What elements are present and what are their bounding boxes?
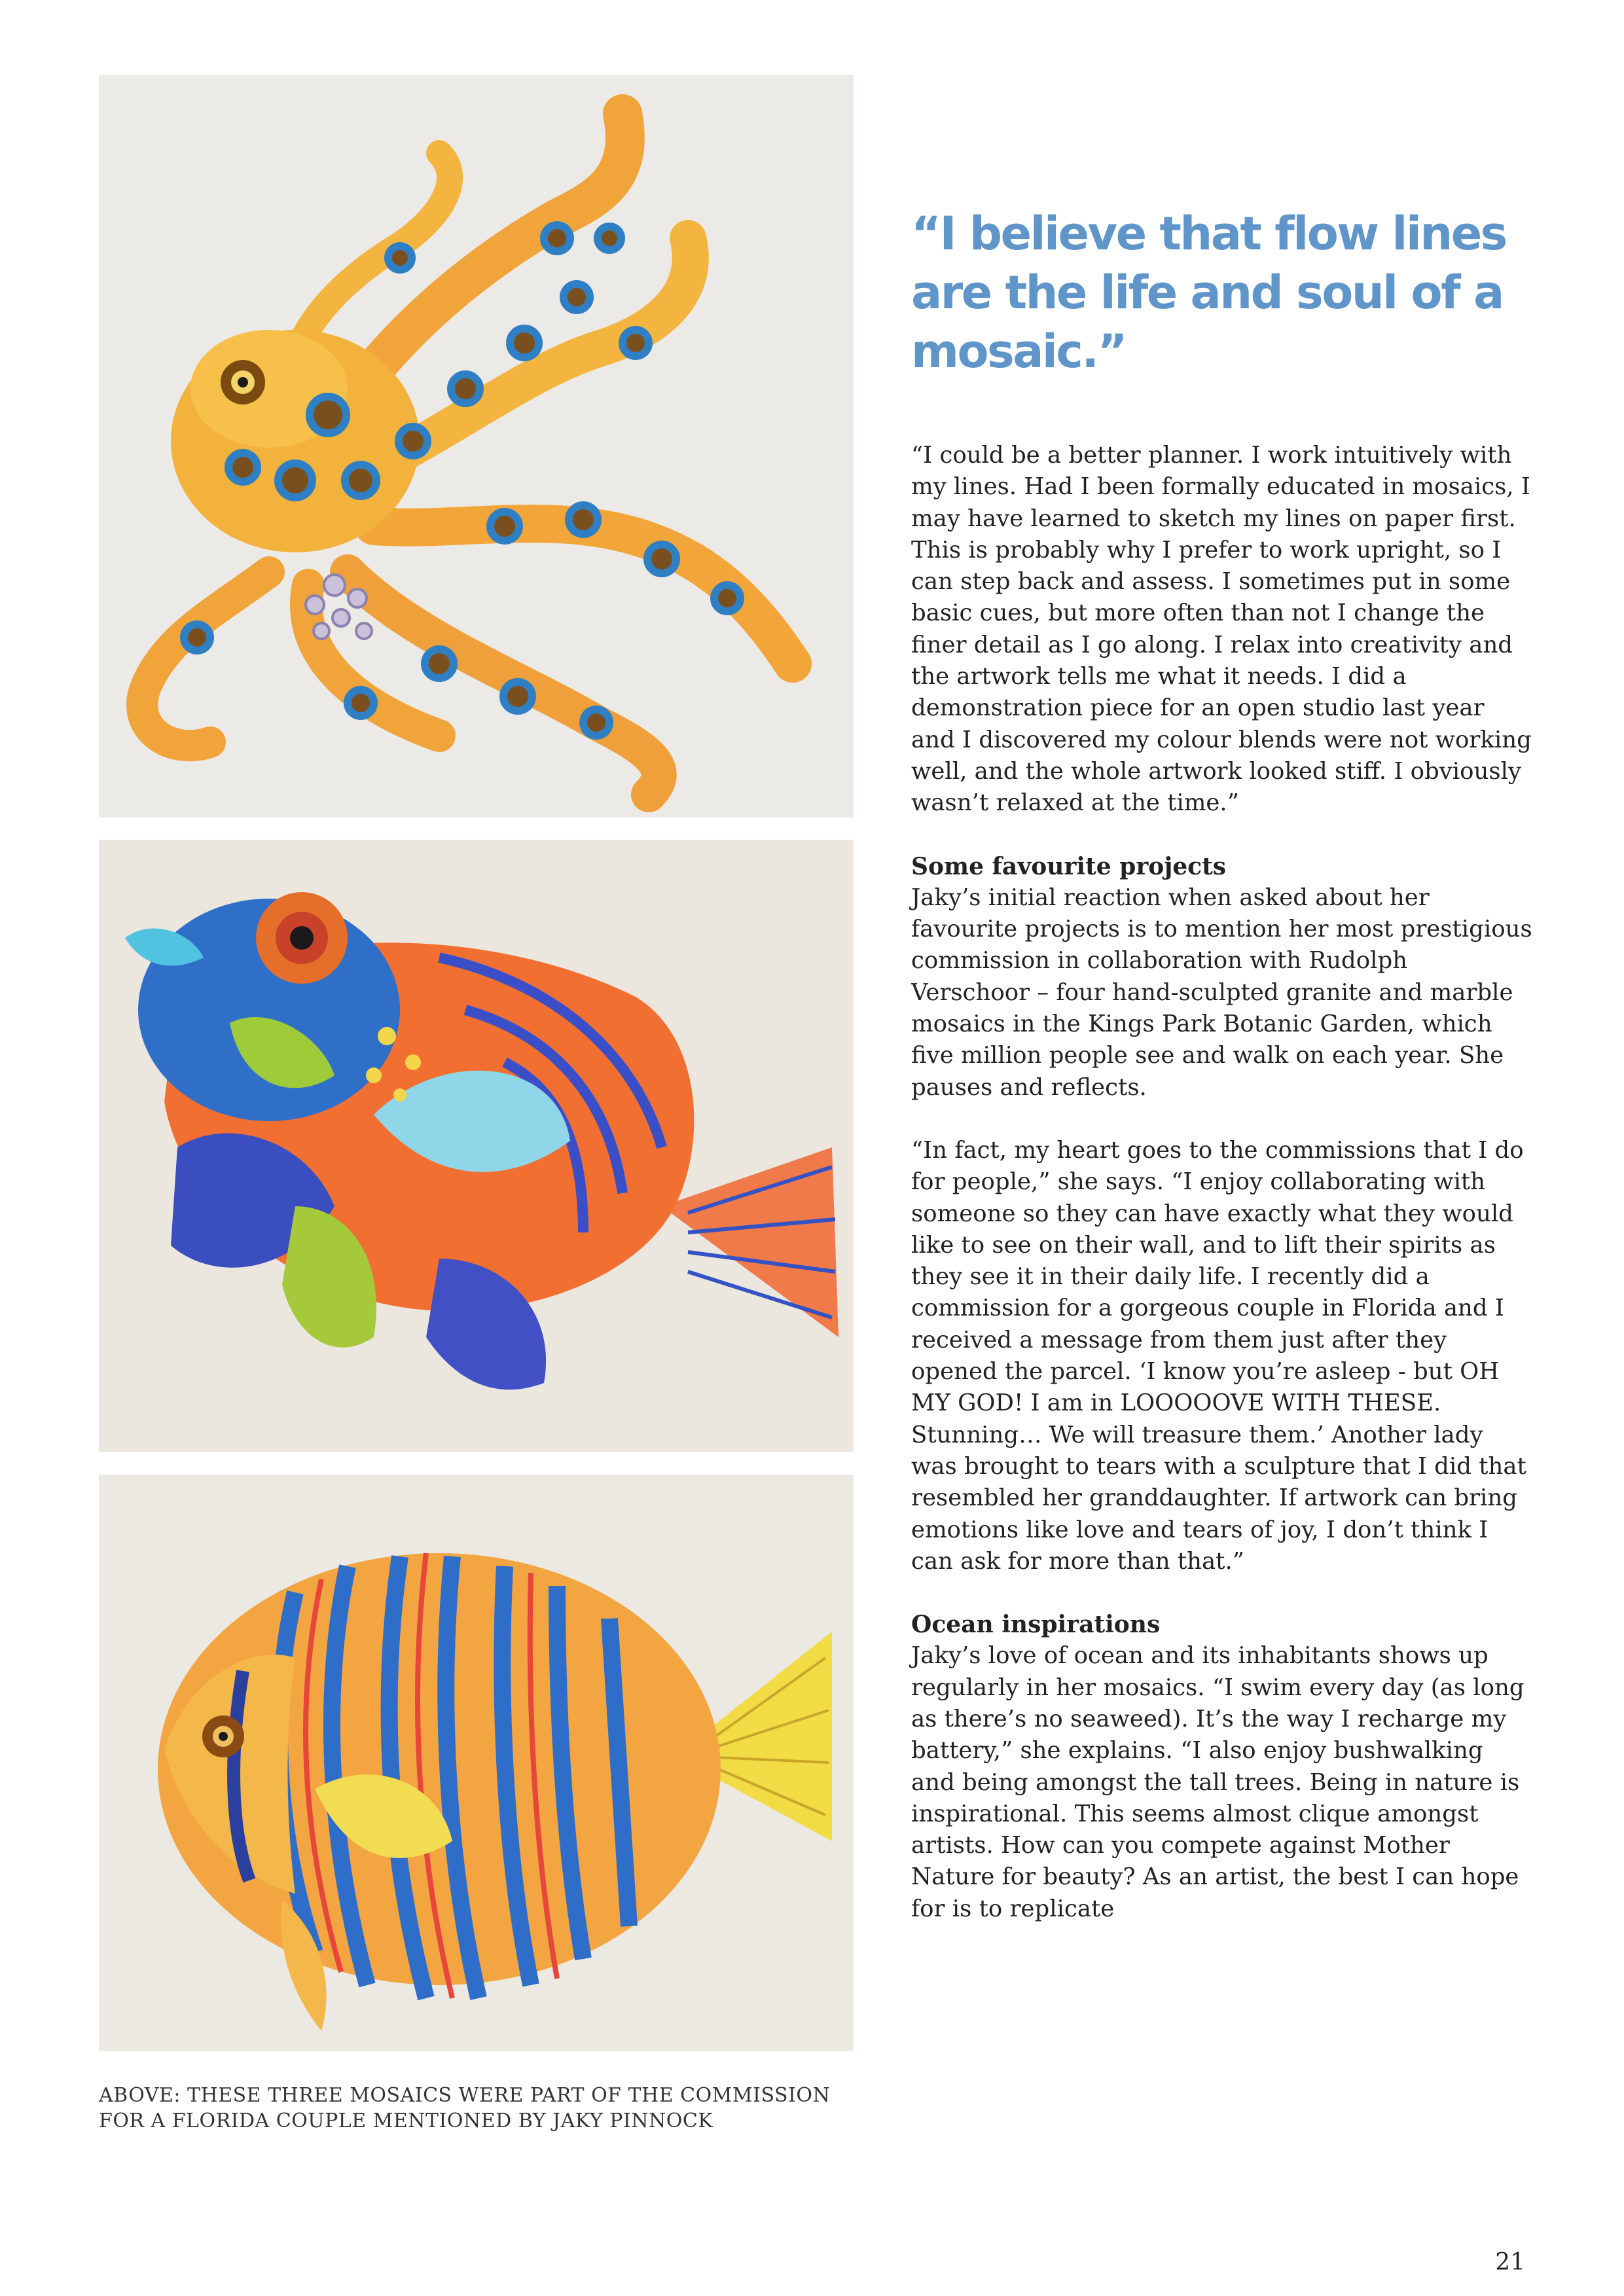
article-paragraph: “I could be a better planner. I work intuitively with my lines. Had I been formally educated in mosaics, I may have learned to sketch my lines on paper first. This is probably why I prefer to work upright, so I can step back and assess. I sometimes put in some basic cues, but more often than not I change the finer detail as I go along. I relax into creativity and the artwork tells me what it needs. I did a demonstration piece for an open studio last year and I discovered my colour blends were not working well, and the whole artwork looked stiff. I obviously wasn’t relaxed at the time.”	[911, 442, 1532, 817]
angelfish-mosaic-photo	[99, 1475, 854, 2051]
article-paragraph: “In fact, my heart goes to the commissions that I do for people,” she says. “I enjoy collaborating with someone so they can have exactly what they would like to see on their wall, and to lift their spirits as they see it in their daily life. I recently did a commission for a gorgeous couple in Florida and I received a message from them just after they opened the parcel. ‘I know you’re asleep - but OH MY GOD! I am in LOOOOOVE WITH THESE. Stunning… We will treasure them.’ Another lady was brought to tears with a sculpture that I did that resembled her granddaughter. If artwork can bring emotions like love and tears of joy, I don’t think I can ask for more than that.”	[911, 1136, 1526, 1575]
article-body	[911, 440, 1533, 1956]
section-heading: Ocean inspirations	[911, 1611, 1161, 1639]
article-paragraph: Jaky’s love of ocean and its inhabitants shows up regularly in her mosaics. “I swim every day (as long as there’s no seaweed). It’s the way I recharge my battery,” she explains. “I also enjoy bushwalking and being amongst the tall trees. Being in nature is inspirational. This seems almost clique amongst artists. How can you compete against Mother Nature for beauty? As an artist, the best I can hope for is to replicate	[911, 1642, 1525, 1922]
photo-caption: ABOVE: THESE THREE MOSAICS WERE PART OF THE COMMISSION FOR A FLORIDA COUPLE MENTIONED BY JAKY PINNOCK	[99, 2084, 831, 2132]
page-number: 21	[1495, 2249, 1525, 2276]
article-paragraph: Jaky’s initial reaction when asked about her favourite projects is to mention her most prestigious commission in collaboration with Rudolph Verschoor – four hand-sculpted granite and marble mosaics in the Kings Park Botanic Garden, which five million people see and walk on each year. She pauses and reflects.	[911, 884, 1532, 1101]
octopus-mosaic-photo	[99, 75, 854, 817]
section-heading: Some favourite projects	[911, 852, 1227, 880]
mandarin-fish-mosaic-photo	[99, 840, 854, 1452]
pull-quote: “I believe that flow lines are the life and soul of a mosaic.”	[911, 207, 1506, 378]
